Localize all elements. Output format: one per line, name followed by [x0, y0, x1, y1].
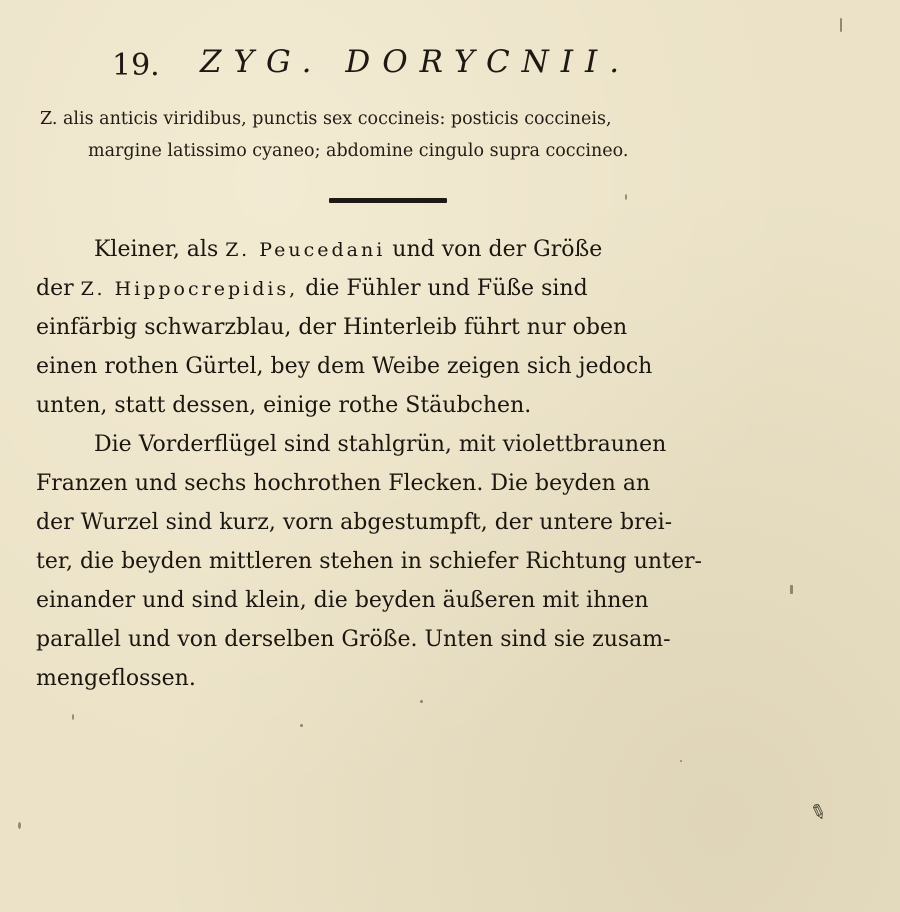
- text-line: einen rothen Gürtel, bey dem Weibe zeigen sich jedoch: [36, 354, 653, 379]
- text-segment: die Fühler und Füße sind: [298, 276, 588, 301]
- text-line: parallel und von derselben Größe. Unten sind sie zusam-: [36, 627, 671, 652]
- text-segment: der: [36, 276, 81, 301]
- text-segment: Kleiner, als: [94, 237, 226, 262]
- species-name: Z. Hippocrepidis,: [80, 278, 299, 300]
- paragraph-2: [36, 425, 736, 698]
- text-line: einander und sind klein, die beyden äußeren mit ihnen: [36, 588, 649, 613]
- text-line: Franzen und sechs hochrothen Flecken. Die beyden an: [36, 471, 651, 496]
- description-text: [36, 230, 736, 698]
- diagnosis-line: Z. alis anticis viridibus, punctis sex coccineis: posticis coccineis,: [40, 109, 612, 129]
- text-line: einfärbig schwarzblau, der Hinterleib führt nur oben: [36, 315, 628, 340]
- text-line: [36, 269, 736, 308]
- page-header: [112, 44, 672, 84]
- text-segment: und von der Größe: [385, 237, 603, 262]
- species-name: Z. Peucedani: [225, 239, 386, 261]
- text-line: mengeflossen.: [36, 666, 196, 691]
- text-line: Die Vorderflügel sind stahlgrün, mit violettbraunen: [94, 432, 667, 457]
- diagnosis-line: margine latissimo cyaneo; abdomine cingulo supra coccineo.: [88, 141, 629, 161]
- text-line: unten, statt dessen, einige rothe Stäubchen.: [36, 393, 532, 418]
- running-title: ZYG. DORYCNII.: [200, 44, 632, 80]
- latin-diagnosis: [40, 103, 860, 167]
- text-line: der Wurzel sind kurz, vorn abgestumpft, der untere brei-: [36, 510, 673, 535]
- text-line: [36, 230, 736, 269]
- page-number: 19.: [112, 48, 160, 83]
- paragraph-1: [36, 230, 736, 425]
- text-line: ter, die beyden mittleren stehen in schiefer Richtung unter-: [36, 549, 702, 574]
- smudge-mark-icon: ✎: [806, 797, 831, 827]
- separator-rule: [329, 198, 447, 203]
